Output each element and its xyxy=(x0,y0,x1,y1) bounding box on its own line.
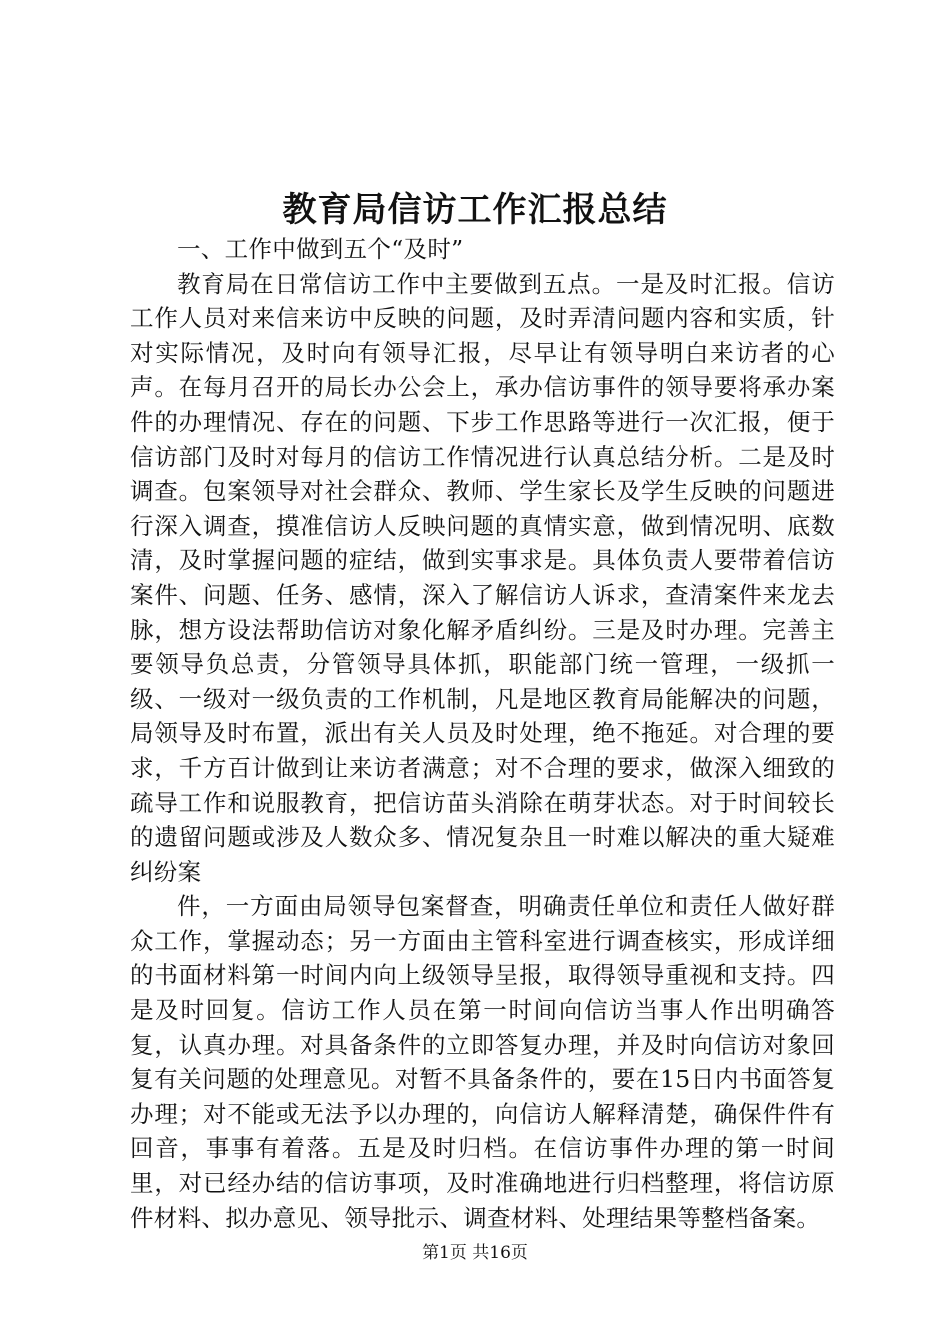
document-title: 教育局信访工作汇报总结 xyxy=(282,190,668,230)
document-body xyxy=(130,232,835,1235)
body-paragraph: 教育局在日常信访工作中主要做到五点。一是及时汇报。信访工作人员对来信来访中反映的问题，及时弄清问题内容和实质，针对实际情况，及时向有领导汇报，尽早让有领导明白来访者的心声。在每月召开的局长办公会上，承办信访事件的领导要将承办案件的办理情况、存在的问题、下步工作思路等进行一次汇报，便于信访部门及时对每月的信访工作情况进行认真总结分析。二是及时调查。包案领导对社会群众、教师、学生家长及学生反映的问题进行深入调查，摸准信访人反映问题的真情实意，做到情况明、底数清，及时掌握问题的症结，做到实事求是。具体负责人要带着信访案件、问题、任务、感情，深入了解信访人诉求，查清案件来龙去脉，想方设法帮助信访对象化解矛盾纠纷。三是及时办理。完善主要领导负总责，分管领导具体抓，职能部门统一管理，一级抓一级、一级对一级负责的工作机制，凡是地区教育局能解决的问题，局领导及时布置，派出有关人员及时处理，绝不拖延。对合理的要求，千方百计做到让来访者满意；对不合理的要求，做深入细致的疏导工作和说服教育，把信访苗头消除在萌芽状态。对于时间较长的遗留问题或涉及人数众多、情况复杂且一时难以解决的重大疑难纠纷案 xyxy=(130,269,835,886)
body-paragraph: 件，一方面由局领导包案督查，明确责任单位和责任人做好群众工作，掌握动态；另一方面由主管科室进行调查核实，形成详细的书面材料第一时间内向上级领导呈报，取得领导重视和支持。四是及时回复。信访工作人员在第一时间向信访当事人作出明确答复，认真办理。对具备条件的立即答复办理，并及时向信访对象回复有关问题的处理意见。对暂不具备条件的，要在15日内书面答复办理；对不能或无法予以办理的，向信访人解释清楚，确保件件有回音，事事有着落。五是及时归档。在信访事件办理的第一时间里，对已经办结的信访事项，及时准确地进行归档整理，将信访原件材料、拟办意见、领导批示、调查材料、处理结果等整档备案。 xyxy=(130,892,835,1232)
section-heading: 一、工作中做到五个“及时” xyxy=(177,235,464,263)
page-number-footer: 第1页 共16页 xyxy=(422,1243,528,1263)
